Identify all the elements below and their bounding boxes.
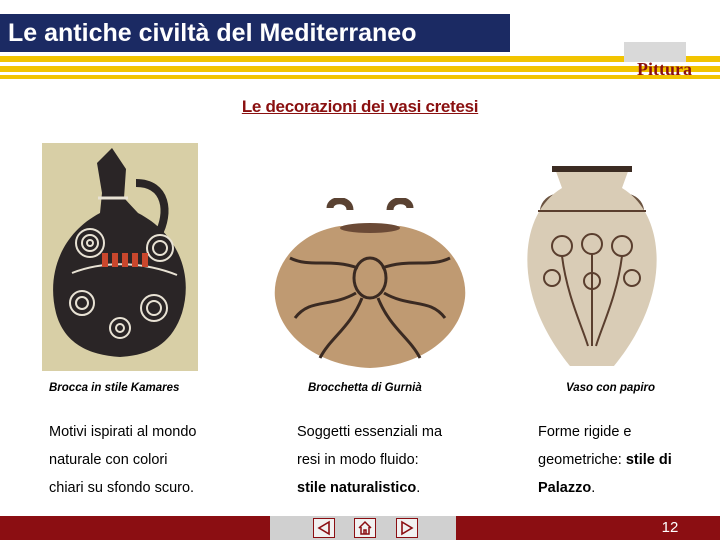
desc-line: Forme rigide e xyxy=(538,424,632,440)
caption-kamares: Brocca in stile Kamares xyxy=(49,382,180,394)
home-button[interactable] xyxy=(354,518,376,538)
next-slide-button[interactable] xyxy=(396,518,418,538)
page-number: 12 xyxy=(661,519,679,536)
kamares-jug-image xyxy=(42,143,198,371)
papyrus-vase-image xyxy=(522,166,662,368)
description-papyrus xyxy=(538,418,672,502)
triangle-right-icon xyxy=(399,520,415,536)
desc-emphasis: stile di xyxy=(625,452,672,468)
description-kamares xyxy=(49,418,196,502)
triangle-left-icon xyxy=(316,520,332,536)
desc-line: resi in modo fluido: xyxy=(297,452,419,468)
home-icon xyxy=(357,520,373,536)
section-label: Pittura xyxy=(637,59,692,79)
desc-punct: . xyxy=(416,480,421,496)
title-bar xyxy=(0,14,510,52)
desc-line: Soggetti essenziali ma xyxy=(297,424,443,440)
description-gurnia xyxy=(297,418,442,502)
desc-emphasis: stile naturalistico xyxy=(297,480,417,496)
desc-punct: . xyxy=(591,480,596,496)
slide-subtitle: Le decorazioni dei vasi cretesi xyxy=(241,97,479,116)
desc-line: chiari su sfondo scuro. xyxy=(49,480,195,496)
prev-slide-button[interactable] xyxy=(313,518,335,538)
desc-line: geometriche: xyxy=(538,452,626,468)
desc-line: Motivi ispirati al mondo xyxy=(49,424,197,440)
page-title: Le antiche civiltà del Mediterraneo xyxy=(8,19,417,47)
caption-gurnia: Brocchetta di Gurnià xyxy=(308,382,422,394)
desc-line: naturale con colori xyxy=(49,452,168,468)
gurnia-jar-image xyxy=(270,198,470,370)
desc-emphasis: Palazzo xyxy=(538,480,592,496)
caption-papyrus: Vaso con papiro xyxy=(566,382,656,394)
